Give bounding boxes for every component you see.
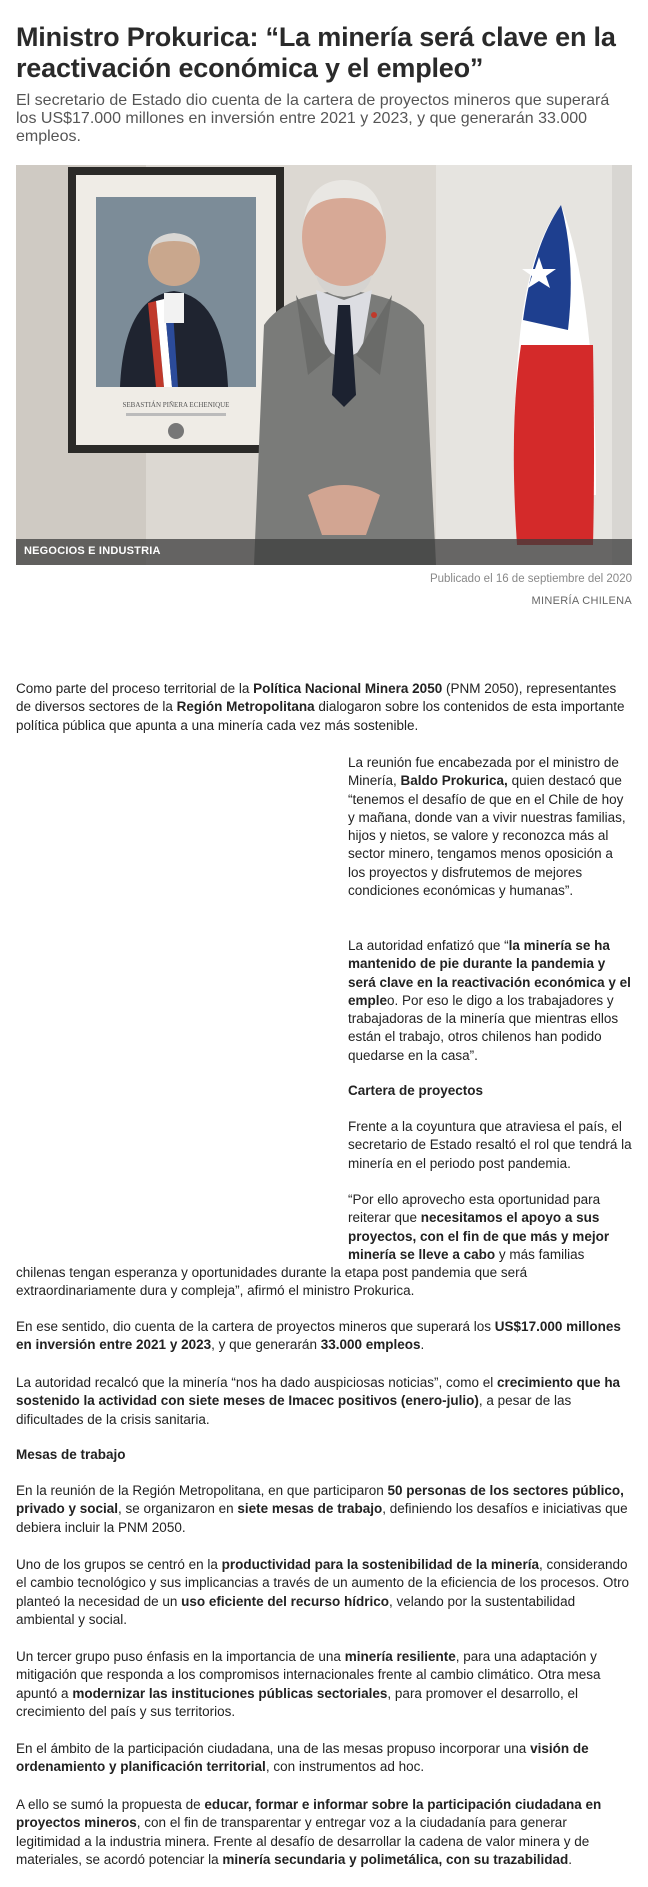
body-paragraph-4: Frente a la coyuntura que atraviesa el país, el secretario de Estado resaltó el rol que tendrá la minería en el periodo post pandemia. [348, 1119, 632, 1171]
body-paragraph-7: La autoridad recalcó que la minería “nos ha dado auspiciosas noticias”, como el crecimiento que ha sostenido la actividad con siete meses de Imacec positivos (enero-julio), a pesar de las dificultades de la crisis sanitaria. [16, 1375, 621, 1427]
hero-image[interactable] [16, 165, 632, 565]
source-label[interactable]: MINERÍA CHILENA [531, 595, 632, 607]
hero-photo [16, 165, 632, 565]
body-paragraph-11: En el ámbito de la participación ciudadana, una de las mesas propuso incorporar una visión de ordenamiento y planificación territorial, con instrumentos ad hoc. [16, 1741, 589, 1775]
body-paragraph-10: Un tercer grupo puso énfasis en la importancia de una minería resiliente, para una adaptación y mitigación que responda a los compromisos internacionales frente al cambio climático. Otra mesa apuntó a modernizar las instituciones públicas sectoriales, para promover el desarrollo, el crecimiento del país y sus territorios. [16, 1649, 601, 1719]
subheading-cartera: Cartera de proyectos [348, 1083, 484, 1098]
publish-date: Publicado el 16 de septiembre del 2020 [429, 573, 632, 585]
lead-paragraph: El secretario de Estado dio cuenta de la cartera de proyectos mineros que superará los US$17.000 millones en inversión entre 2021 y 2023, y que generarán 33.000 empleos. [16, 92, 610, 145]
subheading-mesas: Mesas de trabajo [16, 1447, 126, 1462]
portrait-caption: SEBASTIÁN PIÑERA ECHENIQUE [122, 401, 230, 409]
body-paragraph-9: Uno de los grupos se centró en la productividad para la sostenibilidad de la minería, considerando el cambio tecnológico y sus implicancias a través de un aumento de la eficiencia de los procesos. Otro planteó la necesidad de un uso eficiente del recurso hídrico, velando por la sustentabilidad ambiental y social. [16, 1557, 630, 1627]
body-paragraph-8: En la reunión de la Región Metropolitana, en que participaron 50 personas de los sectores público, privado y social, se organizaron en siete mesas de trabajo, definiendo los desafíos e iniciativas que debiera incluir la PNM 2050. [16, 1483, 628, 1535]
body-paragraph-6: En ese sentido, dio cuenta de la cartera de proyectos mineros que superará los US$17.000 millones en inversión entre 2021 y 2023, y que generarán 33.000 empleos. [16, 1319, 621, 1353]
body-paragraph-1: Como parte del proceso territorial de la Política Nacional Minera 2050 (PNM 2050), representantes de diversos sectores de la Región Metropolitana dialogaron sobre los contenidos de esta importante política pública que apunta a una minería cada vez más sostenible. [16, 681, 625, 733]
category-tag[interactable] [16, 539, 632, 565]
headline: Ministro Prokurica: “La minería será clave en la reactivación económica y el empleo” [16, 22, 616, 83]
body-paragraph-12: A ello se sumó la propuesta de educar, formar e informar sobre la participación ciudadana en proyectos mineros, con el fin de transparentar y entregar voz a la ciudadanía para generar legitimidad a la industria minera. Frente al desafío de desarrollar la cadena de valor minera y de materiales, se acordó potenciar la minería secundaria y polimetálica, con su trazabilidad. [16, 1797, 602, 1867]
body-paragraph-2: La reunión fue encabezada por el ministro de Minería, Baldo Prokurica, quien destacó que “tenemos el desafío de que en el Chile de hoy y mañana, donde van a vivir nuestras familias, hijos y nietos, se valore y reconozca más al sector minero, tengamos menos oposición a los proyectos y disfrutemos de mejores condiciones económicas y humanas”. [348, 755, 626, 899]
category-tag-label: NEGOCIOS E INDUSTRIA [24, 545, 161, 557]
body-paragraph-3: La autoridad enfatizó que “la minería se ha mantenido de pie durante la pandemia y será clave en la reactivación económica y el empleo. Por eso le digo a los trabajadores y trabajadoras de la minería que mientras ellos están el trabajo, otros chilenos han podido quedarse en la casa”. [348, 938, 631, 1063]
body-paragraph-5b: chilenas tengan esperanza y oportunidades durante la etapa post pandemia que será extraordinariamente dura y compleja”, afirmó el ministro Prokurica. [16, 1265, 528, 1299]
body-paragraph-5a: “Por ello aprovecho esta oportunidad para reiterar que necesitamos el apoyo a sus proyectos, con el fin de que más y mejor minería se lleve a cabo y más familias [348, 1192, 610, 1262]
